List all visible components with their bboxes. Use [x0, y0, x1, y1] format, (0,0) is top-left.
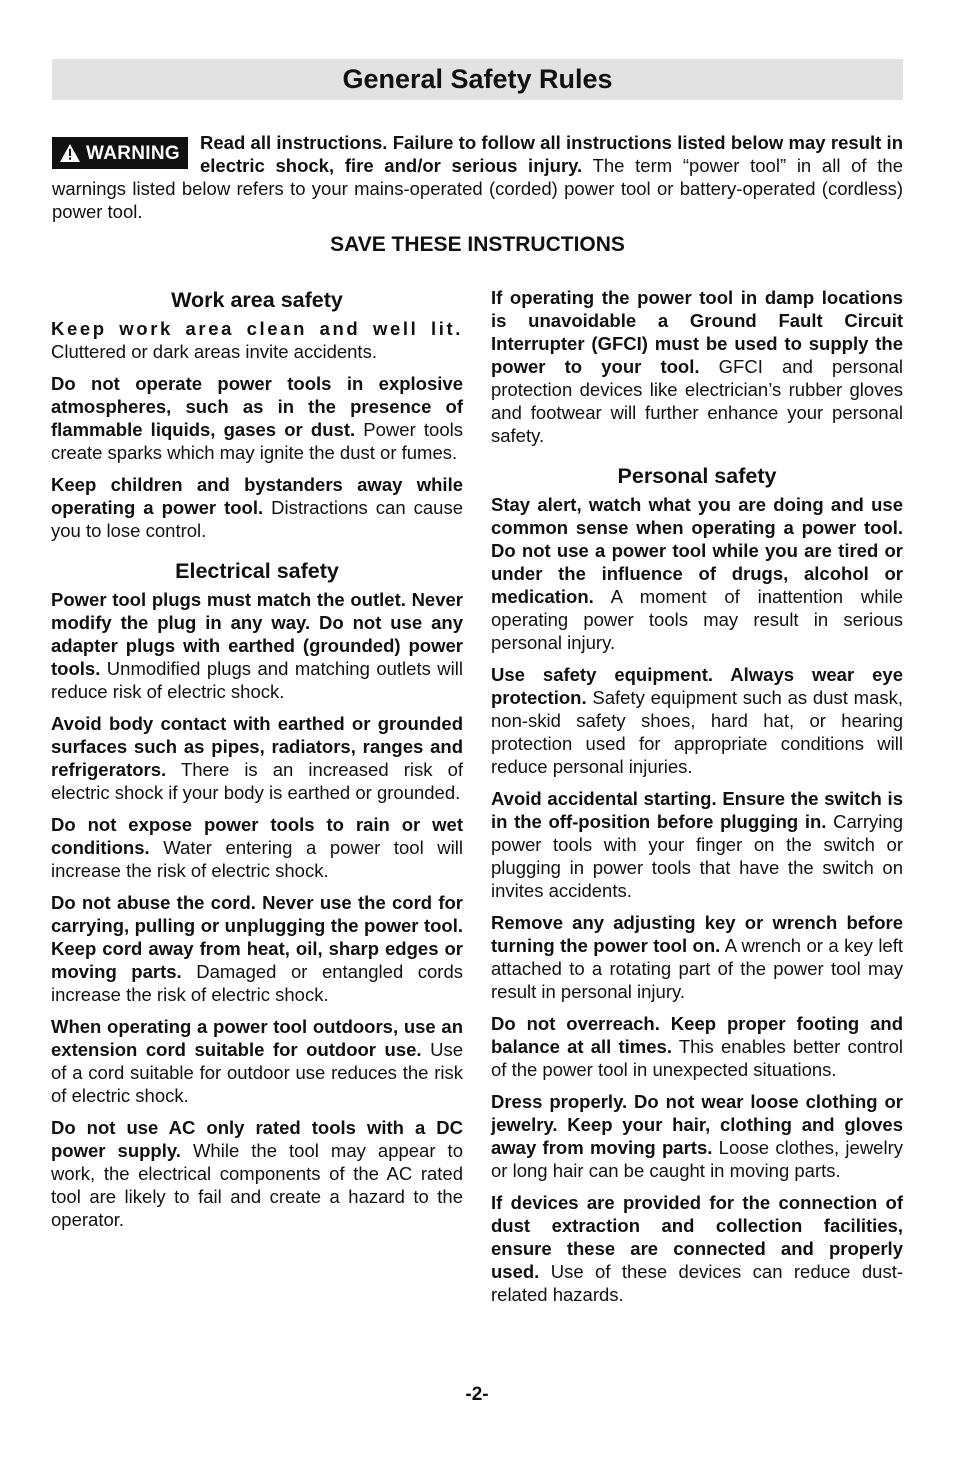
rule-paragraph — [491, 1191, 903, 1306]
rule-paragraph — [51, 473, 463, 542]
intro-bold-text: Read all instructions. Failure to follow all instructions listed below may result in electric shock, fire and/or serious injury. — [200, 132, 903, 176]
rule-text: A wrench or a key left attached to a rotating part of the power tool may result in personal injury. — [491, 935, 904, 1002]
rule-bold: Do not expose power tools to rain or wet conditions. — [51, 814, 463, 858]
rule-paragraph — [51, 588, 463, 703]
rule-text: Safety equipment such as dust mask, non-skid safety shoes, hard hat, or hearing protection used for appropriate conditions will reduce personal injuries. — [491, 687, 903, 777]
warning-badge — [52, 137, 188, 169]
personal-heading: Personal safety — [617, 464, 777, 488]
rule-paragraph — [491, 1012, 903, 1081]
rule-bold: Keep children and bystanders away while operating a power tool. — [51, 474, 463, 518]
rule-bold: Avoid body contact with earthed or grounded surfaces such as pipes, radiators, ranges and refrigerators. — [51, 713, 463, 780]
rule-text: A moment of inattention while operating power tools may result in serious personal injury. — [491, 586, 903, 653]
electrical-heading: Electrical safety — [175, 559, 339, 583]
rule-bold: Do not abuse the cord. Never use the cord for carrying, pulling or unplugging the power tool. Keep cord away from heat, oil, sharp edges or moving parts. — [51, 892, 463, 982]
rule-paragraph — [491, 663, 903, 778]
rule-text: Cluttered or dark areas invite accidents. — [51, 341, 377, 362]
rule-bold: Do not use AC only rated tools with a DC power supply. — [51, 1117, 463, 1161]
rule-paragraph — [51, 372, 463, 464]
save-instructions-heading: SAVE THESE INSTRUCTIONS — [330, 233, 625, 256]
rule-paragraph — [51, 317, 463, 363]
rule-paragraph — [491, 911, 903, 1003]
rule-paragraph — [51, 712, 463, 804]
rule-text: Carrying power tools with your finger on the switch or plugging in power tools that have the switch on invites accidents. — [491, 811, 903, 901]
rule-bold: Keep work area clean and well lit. — [51, 318, 463, 339]
warning-triangle-icon — [60, 144, 80, 162]
work-area-heading: Work area safety — [171, 288, 343, 312]
rule-text: There is an increased risk of electric shock if your body is earthed or grounded. — [51, 759, 463, 803]
rule-bold: Dress properly. Do not wear loose clothing or jewelry. Keep your hair, clothing and gloves away from moving parts. — [491, 1091, 903, 1158]
rule-bold: Stay alert, watch what you are doing and use common sense when operating a power tool. Do not use a power tool while you are tired or under the influence of drugs, alcohol or medication. — [491, 494, 903, 607]
rule-bold: Power tool plugs must match the outlet. Never modify the plug in any way. Do not use any adapter plugs with earthed (grounded) power tools. — [51, 589, 463, 679]
rule-paragraph — [491, 787, 903, 902]
rule-bold: Avoid accidental starting. Ensure the switch is in the off-position before plugging in. — [491, 788, 903, 832]
rule-text: Distractions can cause you to lose control. — [51, 497, 463, 541]
rule-bold: Do not operate power tools in explosive atmospheres, such as in the presence of flammable liquids, gases or dust. — [51, 373, 463, 440]
rule-text: Use of a cord suitable for outdoor use reduces the risk of electric shock. — [51, 1039, 463, 1106]
rule-bold: When operating a power tool outdoors, use an extension cord suitable for outdoor use. — [51, 1016, 463, 1060]
rule-bold: Use safety equipment. Always wear eye protection. — [491, 664, 903, 708]
rule-bold: Do not overreach. Keep proper footing and balance at all times. — [491, 1013, 903, 1057]
rule-text: Water entering a power tool will increase the risk of electric shock. — [51, 837, 463, 881]
rule-bold: If devices are provided for the connection of dust extraction and collection facilities, ensure these are connected and properly used. — [491, 1192, 903, 1282]
warning-badge-label: WARNING — [86, 142, 180, 164]
rule-text: GFCI and personal protection devices like electrician’s rubber gloves and footwear will further enhance your personal safety. — [491, 356, 903, 446]
rule-bold: Remove any adjusting key or wrench before turning the power tool on. — [491, 912, 903, 956]
rule-text: Damaged or entangled cords increase the risk of electric shock. — [51, 961, 463, 1005]
rule-text: While the tool may appear to work, the electrical components of the AC rated tool are likely to fail and create a hazard to the operator. — [51, 1140, 463, 1230]
rule-bold: If operating the power tool in damp locations is unavoidable a Ground Fault Circuit Interrupter (GFCI) must be used to supply the power to your tool. — [491, 287, 903, 377]
rule-paragraph — [51, 891, 463, 1006]
rule-text: Use of these devices can reduce dust-related hazards. — [491, 1261, 903, 1305]
rule-paragraph — [491, 1090, 903, 1182]
page-title: General Safety Rules — [342, 64, 613, 94]
rule-paragraph — [51, 1116, 463, 1231]
rule-text: Unmodified plugs and matching outlets will reduce risk of electric shock. — [51, 658, 463, 702]
intro-text: The term “power tool” in all of the warnings listed below refers to your mains-operated (corded) power tool or battery-operated (cordless) power tool. — [52, 155, 903, 222]
page-number: -2- — [465, 1384, 489, 1405]
rule-paragraph — [51, 1015, 463, 1107]
right-column — [491, 286, 903, 1315]
rule-text: Loose clothes, jewelry or long hair can be caught in moving parts. — [491, 1137, 903, 1181]
title-bar — [52, 59, 903, 100]
rule-paragraph — [51, 813, 463, 882]
rule-text: Power tools create sparks which may ignite the dust or fumes. — [51, 419, 463, 463]
rule-text: This enables better control of the power tool in unexpected situations. — [491, 1036, 903, 1080]
intro-warning — [52, 131, 903, 223]
rule-paragraph — [491, 493, 903, 654]
left-column — [51, 286, 463, 1240]
rule-paragraph — [491, 286, 903, 447]
